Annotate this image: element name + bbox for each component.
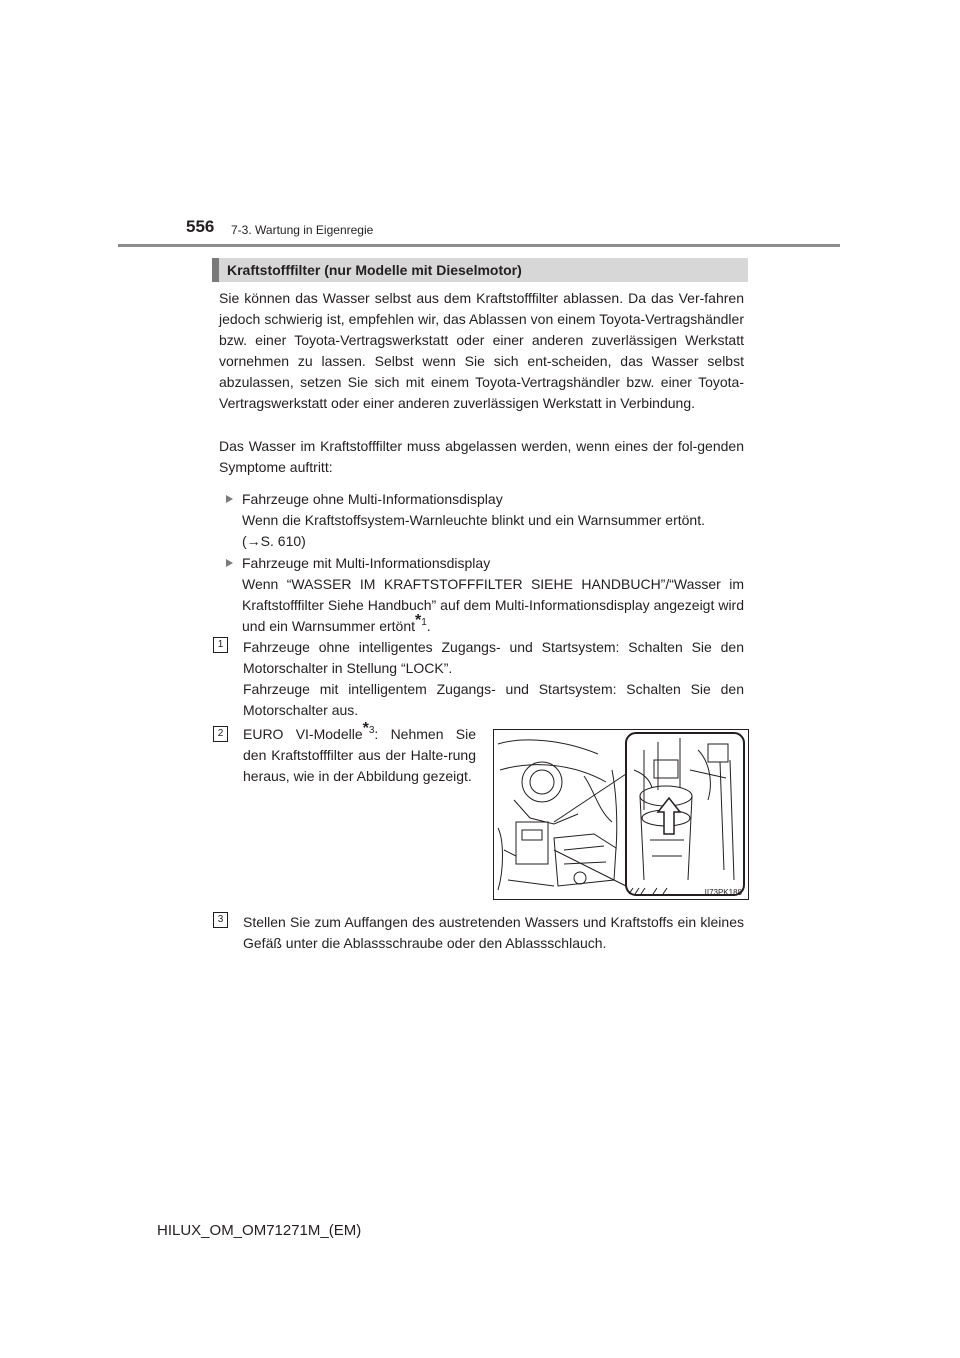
bullet-text: Wenn die Kraftstoffsystem-Warnleuchte blinkt und ein Warnsummer ertönt. (242, 512, 705, 528)
footnote-marker: *1 (415, 612, 427, 630)
step-number-badge: 2 (213, 726, 228, 742)
bullet-triangle-icon (226, 559, 233, 567)
footnote-marker: *3 (362, 720, 375, 738)
bullet-title: Fahrzeuge ohne Multi-Informationsdisplay (242, 491, 503, 507)
fuel-filter-illustration (493, 729, 749, 900)
step-1-text: Fahrzeuge ohne intelligentes Zugangs- und Startsystem: Schalten Sie den Motorschalter in Stellung “LOCK”. Fahrzeuge mit intelligentem Zugangs- und Startsystem: Schalten Sie den Motorschalter aus. (243, 639, 744, 718)
bullet-item: Fahrzeuge mit Multi-Informationsdisplay Wenn “WASSER IM KRAFTSTOFFFILTER SIEHE HANDBUCH”/“Wasser im Kraftstofffilter Siehe Handbuch” auf dem Multi-Informationsdisplay angezeigt wird und ein Warnsummer ertönt$^{*1}$. (226, 553, 744, 637)
symptoms-paragraph: Das Wasser im Kraftstofffilter muss abgelassen werden, wenn eines der fol-genden Symptome auftritt: (219, 438, 744, 475)
page-reference: (→S. 610) (242, 533, 306, 549)
document-footer: HILUX_OM_OM71271M_(EM) (157, 1222, 362, 1239)
engine-bay-drawing (494, 730, 748, 899)
step-number-badge: 3 (213, 912, 228, 928)
step-number-badge: 1 (213, 637, 228, 653)
page-number: 556 (186, 217, 215, 236)
bullet-item (226, 489, 744, 552)
header-divider (118, 244, 840, 247)
bullet-title: Fahrzeuge mit Multi-Informationsdisplay (242, 555, 491, 571)
section-heading (212, 258, 748, 282)
step-2-text: EURO VI-Modelle$^{*3}$: Nehmen Sie den Kraftstofffilter aus der Halte-rung heraus, wie in der Abbildung gezeigt. (243, 720, 476, 784)
figure-code: II73PK188 (704, 888, 742, 897)
bullet-triangle-icon (226, 495, 233, 503)
section-title: 7-3. Wartung in Eigenregie (231, 223, 374, 237)
section-heading-text: Kraftstofffilter (nur Modelle mit Dieselmotor) (227, 262, 522, 278)
step-3-text: Stellen Sie zum Auffangen des austretenden Wassers und Kraftstoffs ein kleines Gefäß unter die Ablassschraube oder den Ablassschlauch. (243, 914, 744, 951)
bullet-text: Wenn “WASSER IM KRAFTSTOFFFILTER SIEHE HANDBUCH”/“Wasser im Kraftstofffilter Siehe Handbuch” auf dem Multi-Informationsdisplay angezeigt wird und ein Warnsummer ertönt (242, 576, 744, 634)
intro-paragraph: Sie können das Wasser selbst aus dem Kraftstofffilter ablassen. Da das Ver-fahren jedoch schwierig ist, empfehlen wir, das Ablassen von einem Toyota-Vertragshändler bzw. einer Toyota-Vertragswerkstatt oder einer anderen zuverlässigen Werkstatt vornehmen zu lassen. Selbst wenn Sie sich ent-scheiden, das Wasser selbst abzulassen, setzen Sie sich mit einem Toyota-Vertragshändler bzw. einer Toyota-Vertragswerkstatt oder einer anderen zuverlässigen Werkstatt in Verbindung. (219, 290, 744, 411)
